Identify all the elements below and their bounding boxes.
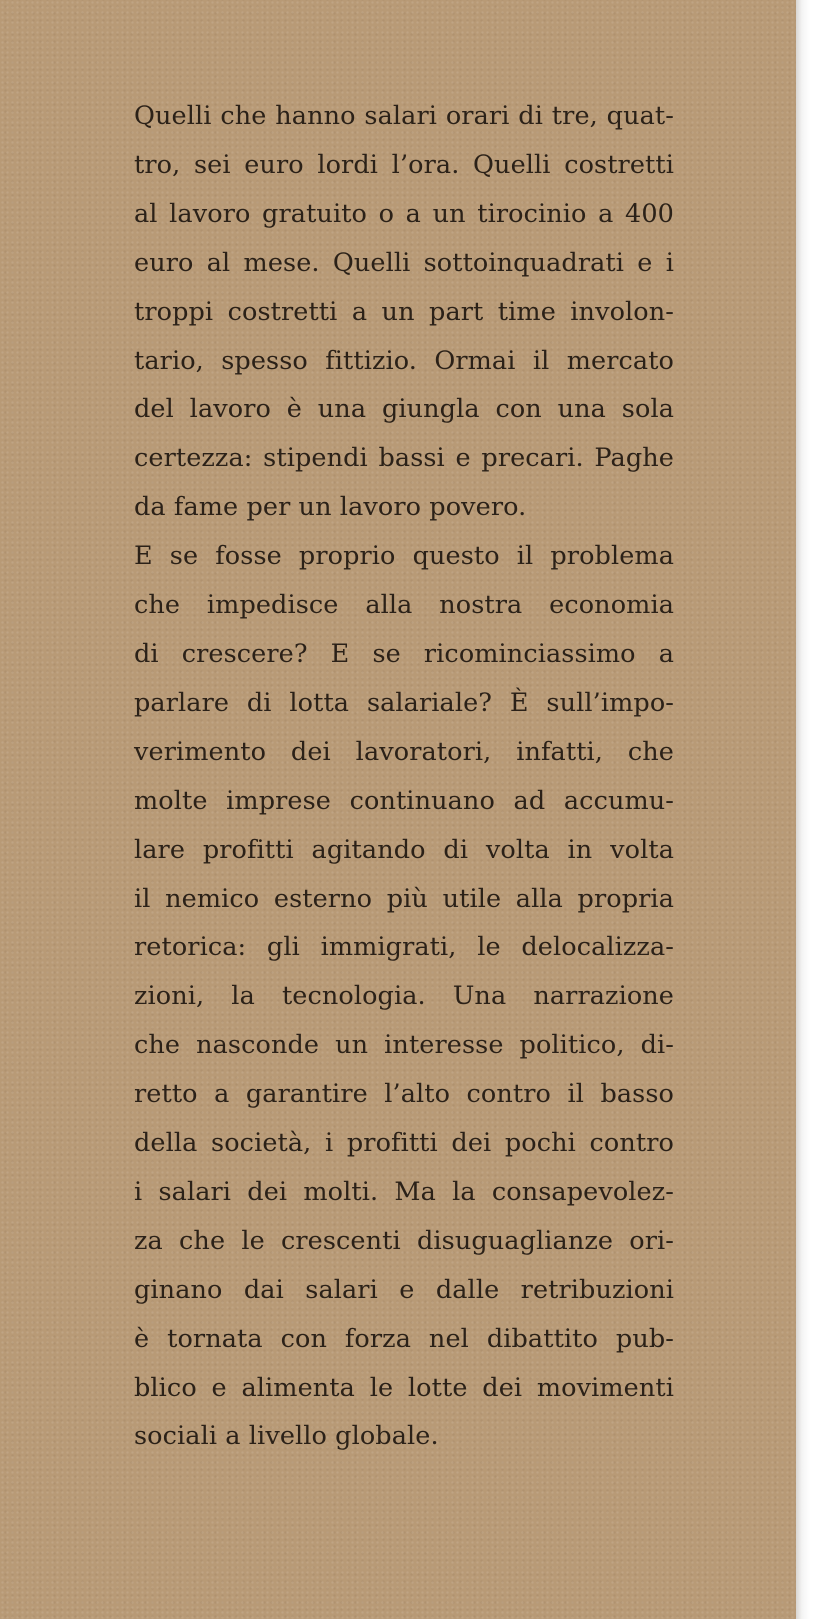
text-line: zioni, la tecnologia. Una narrazione — [134, 981, 674, 1012]
text-line: troppi costretti a un part time involon- — [134, 296, 674, 327]
text-line: sociali a livello globale. — [134, 1421, 439, 1452]
text-line: di crescere? E se ricominciassimo a — [134, 638, 674, 669]
text-line: euro al mese. Quelli sottoinquadrati e i — [134, 247, 674, 278]
scan-edge — [796, 0, 824, 1619]
text-line: retto a garantire l’alto contro il basso — [134, 1079, 674, 1110]
text-line: che impedisce alla nostra economia — [134, 590, 674, 621]
text-line: E se fosse proprio questo il problema — [134, 541, 674, 572]
text-line: tario, spesso fittizio. Ormai il mercato — [134, 345, 674, 376]
text-line: i salari dei molti. Ma la consapevolez- — [134, 1176, 674, 1207]
text-line: za che le crescenti disuguaglianze ori- — [134, 1225, 674, 1256]
text-line: molte imprese continuano ad accumu- — [134, 785, 674, 816]
text-line: che nasconde un interesse politico, di- — [134, 1030, 674, 1061]
text-line: lare profitti agitando di volta in volta — [134, 834, 674, 865]
text-line: da fame per un lavoro povero. — [134, 492, 527, 523]
body-text — [134, 92, 674, 1461]
text-line: del lavoro è una giungla con una sola — [134, 394, 674, 425]
text-line: retorica: gli immigrati, le delocalizza- — [134, 932, 674, 963]
text-line: verimento dei lavoratori, infatti, che — [134, 736, 674, 767]
text-line: certezza: stipendi bassi e precari. Paghe — [134, 443, 674, 474]
text-line: è tornata con forza nel dibattito pub- — [134, 1323, 674, 1354]
text-line: il nemico esterno più utile alla propria — [134, 883, 674, 914]
text-line: blico e alimenta le lotte dei movimenti — [134, 1372, 674, 1403]
text-line: al lavoro gratuito o a un tirocinio a 400 — [134, 198, 674, 229]
text-line: della società, i profitti dei pochi contro — [134, 1128, 674, 1159]
text-line: parlare di lotta salariale? È sull’impo- — [134, 687, 674, 718]
text-line: tro, sei euro lordi l’ora. Quelli costretti — [134, 149, 674, 180]
text-line: ginano dai salari e dalle retribuzioni — [134, 1274, 674, 1305]
text-line: Quelli che hanno salari orari di tre, quat- — [134, 101, 674, 131]
